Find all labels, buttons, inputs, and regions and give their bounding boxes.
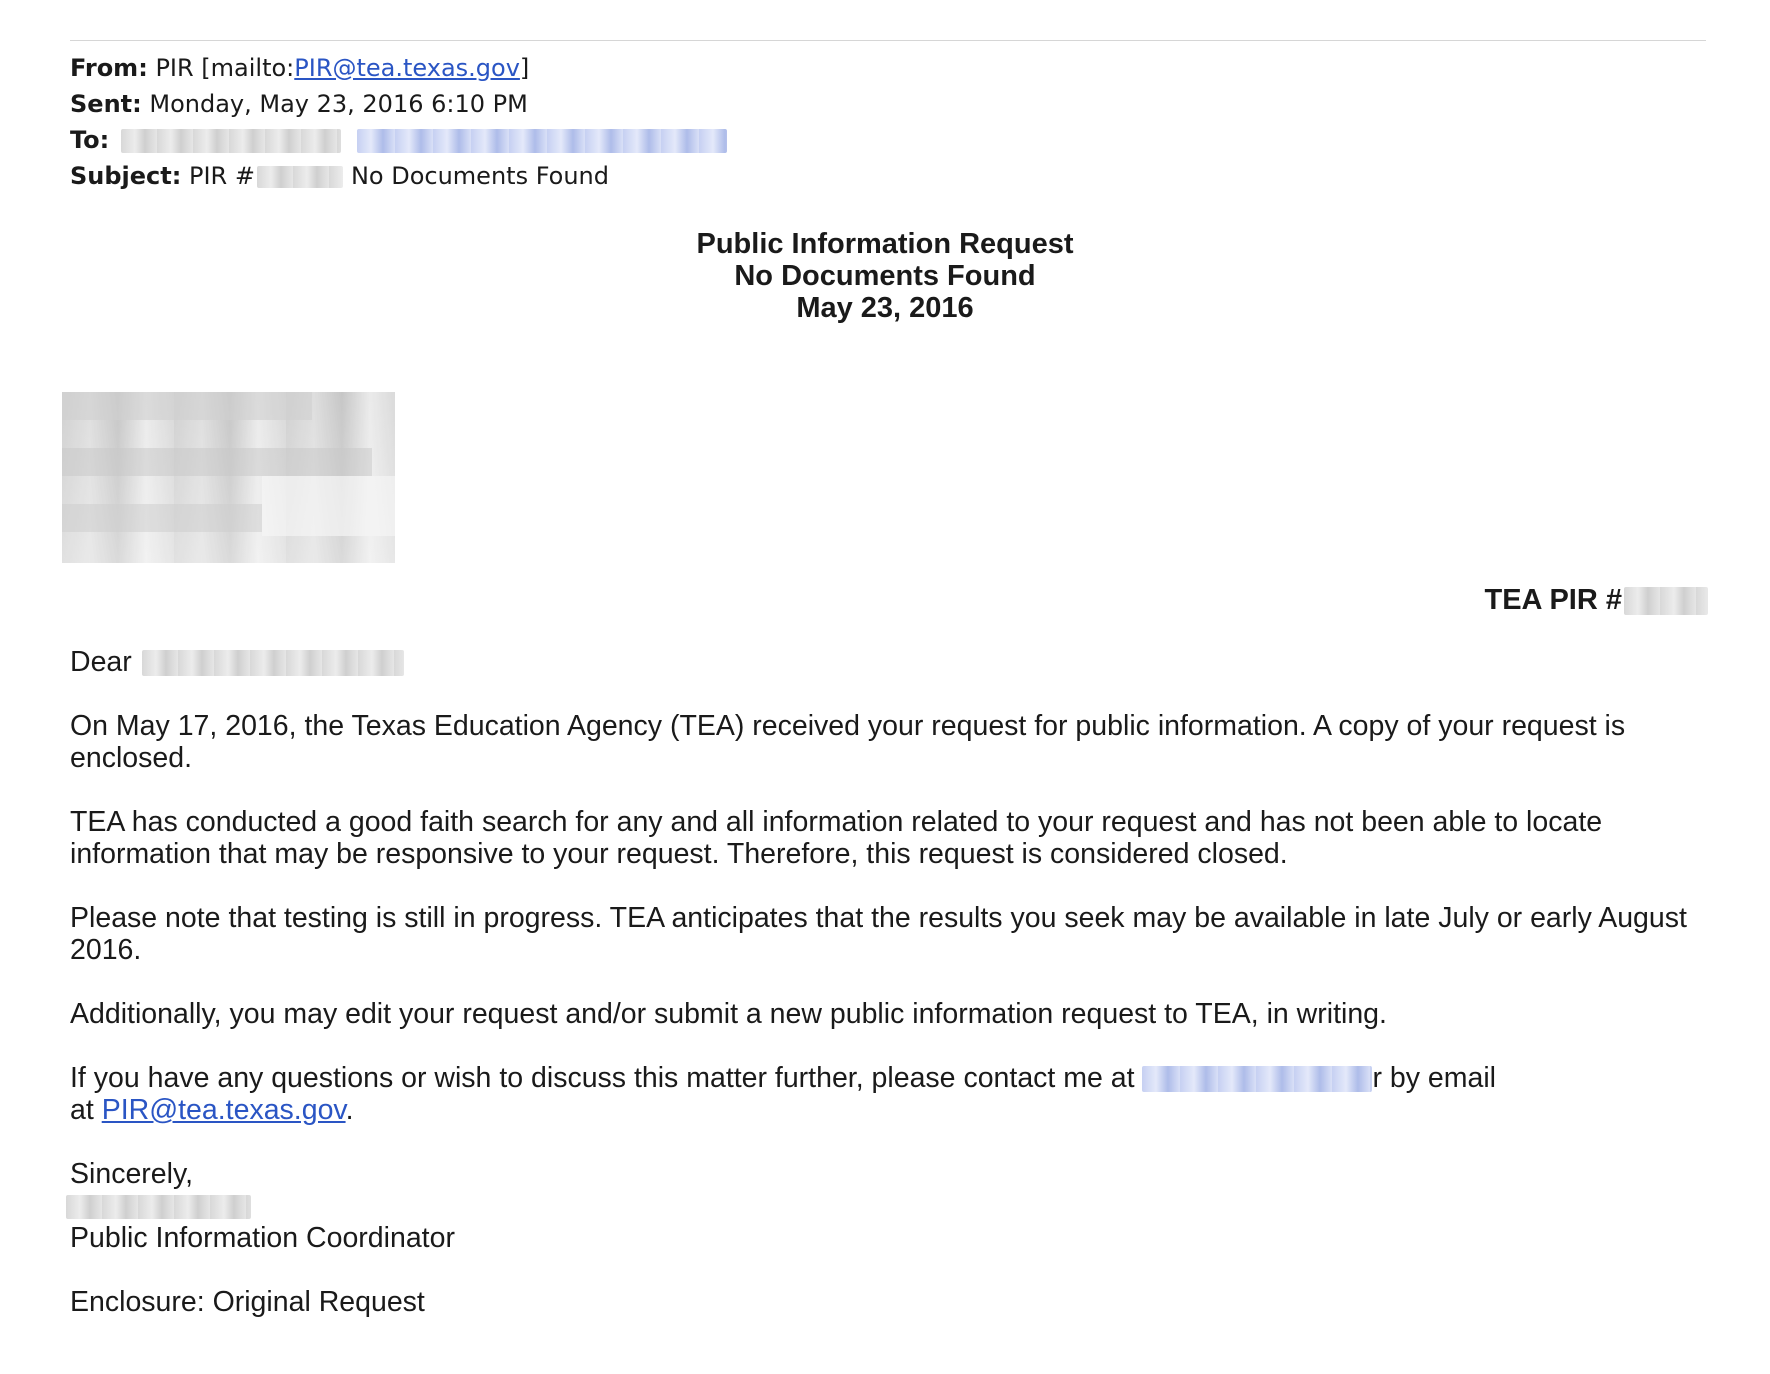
from-row <box>70 50 727 86</box>
letter-title <box>0 228 1770 324</box>
title-line-2: No Documents Found <box>734 260 1036 292</box>
redacted-recipient-name <box>121 129 341 153</box>
sent-row <box>70 86 727 122</box>
redacted-phone-number <box>1142 1066 1372 1092</box>
title-line-1: Public Information Request <box>696 228 1074 260</box>
salutation: Dear <box>70 646 132 678</box>
email-header <box>70 50 727 194</box>
redacted-recipient-address <box>62 392 395 563</box>
sent-value: Monday, May 23, 2016 6:10 PM <box>149 90 528 118</box>
paragraph-testing: Please note that testing is still in progress. TEA anticipates that the results you seek may be available in late July or early August 2016. <box>70 902 1687 966</box>
contact-text-at: at <box>70 1094 94 1126</box>
paragraph-edit-request: Additionally, you may edit your request and/or submit a new public information request to TEA, in writing. <box>70 998 1387 1030</box>
redacted-pir-number <box>257 166 343 188</box>
from-email-link[interactable]: PIR@tea.texas.gov <box>294 54 520 82</box>
from-name: PIR [mailto: <box>155 54 295 82</box>
paragraph-contact <box>70 1062 1710 1126</box>
contact-text-mid: r by email <box>1372 1062 1497 1094</box>
subject-row <box>70 158 727 194</box>
contact-email-link[interactable]: PIR@tea.texas.gov <box>101 1094 346 1126</box>
contact-text-end: . <box>345 1094 354 1126</box>
subject-label: Subject: <box>70 162 182 190</box>
subject-prefix: PIR # <box>189 162 255 190</box>
redacted-signer-name <box>70 1190 1710 1222</box>
title-line-3: May 23, 2016 <box>796 292 974 324</box>
salutation-line <box>70 646 1710 678</box>
paragraph-search: TEA has conducted a good faith search for any and all information related to your request and has not been able to locate information that may be responsive to your request. Therefore, this request is considered closed. <box>70 806 1603 870</box>
redacted-recipient-email <box>357 129 727 153</box>
paragraph-received: On May 17, 2016, the Texas Education Agency (TEA) received your request for public information. A copy of your request is enclosed. <box>70 710 1626 774</box>
contact-text: If you have any questions or wish to discuss this matter further, please contact me at <box>70 1062 1135 1094</box>
pir-reference <box>1484 582 1708 618</box>
closing: Sincerely, <box>70 1158 194 1190</box>
from-close: ] <box>519 54 530 82</box>
signer-title: Public Information Coordinator <box>70 1222 455 1254</box>
pir-reference-label: TEA PIR # <box>1484 584 1622 616</box>
header-divider <box>70 40 1706 41</box>
from-label: From: <box>70 54 148 82</box>
letter-body <box>70 646 1710 1318</box>
subject-suffix: No Documents Found <box>350 162 609 190</box>
sent-label: Sent: <box>70 90 142 118</box>
enclosure-line: Enclosure: Original Request <box>70 1286 425 1318</box>
to-label: To: <box>70 126 110 154</box>
redacted-addressee-name <box>142 650 404 676</box>
redacted-pir-reference-number <box>1624 587 1708 615</box>
to-row <box>70 122 727 158</box>
